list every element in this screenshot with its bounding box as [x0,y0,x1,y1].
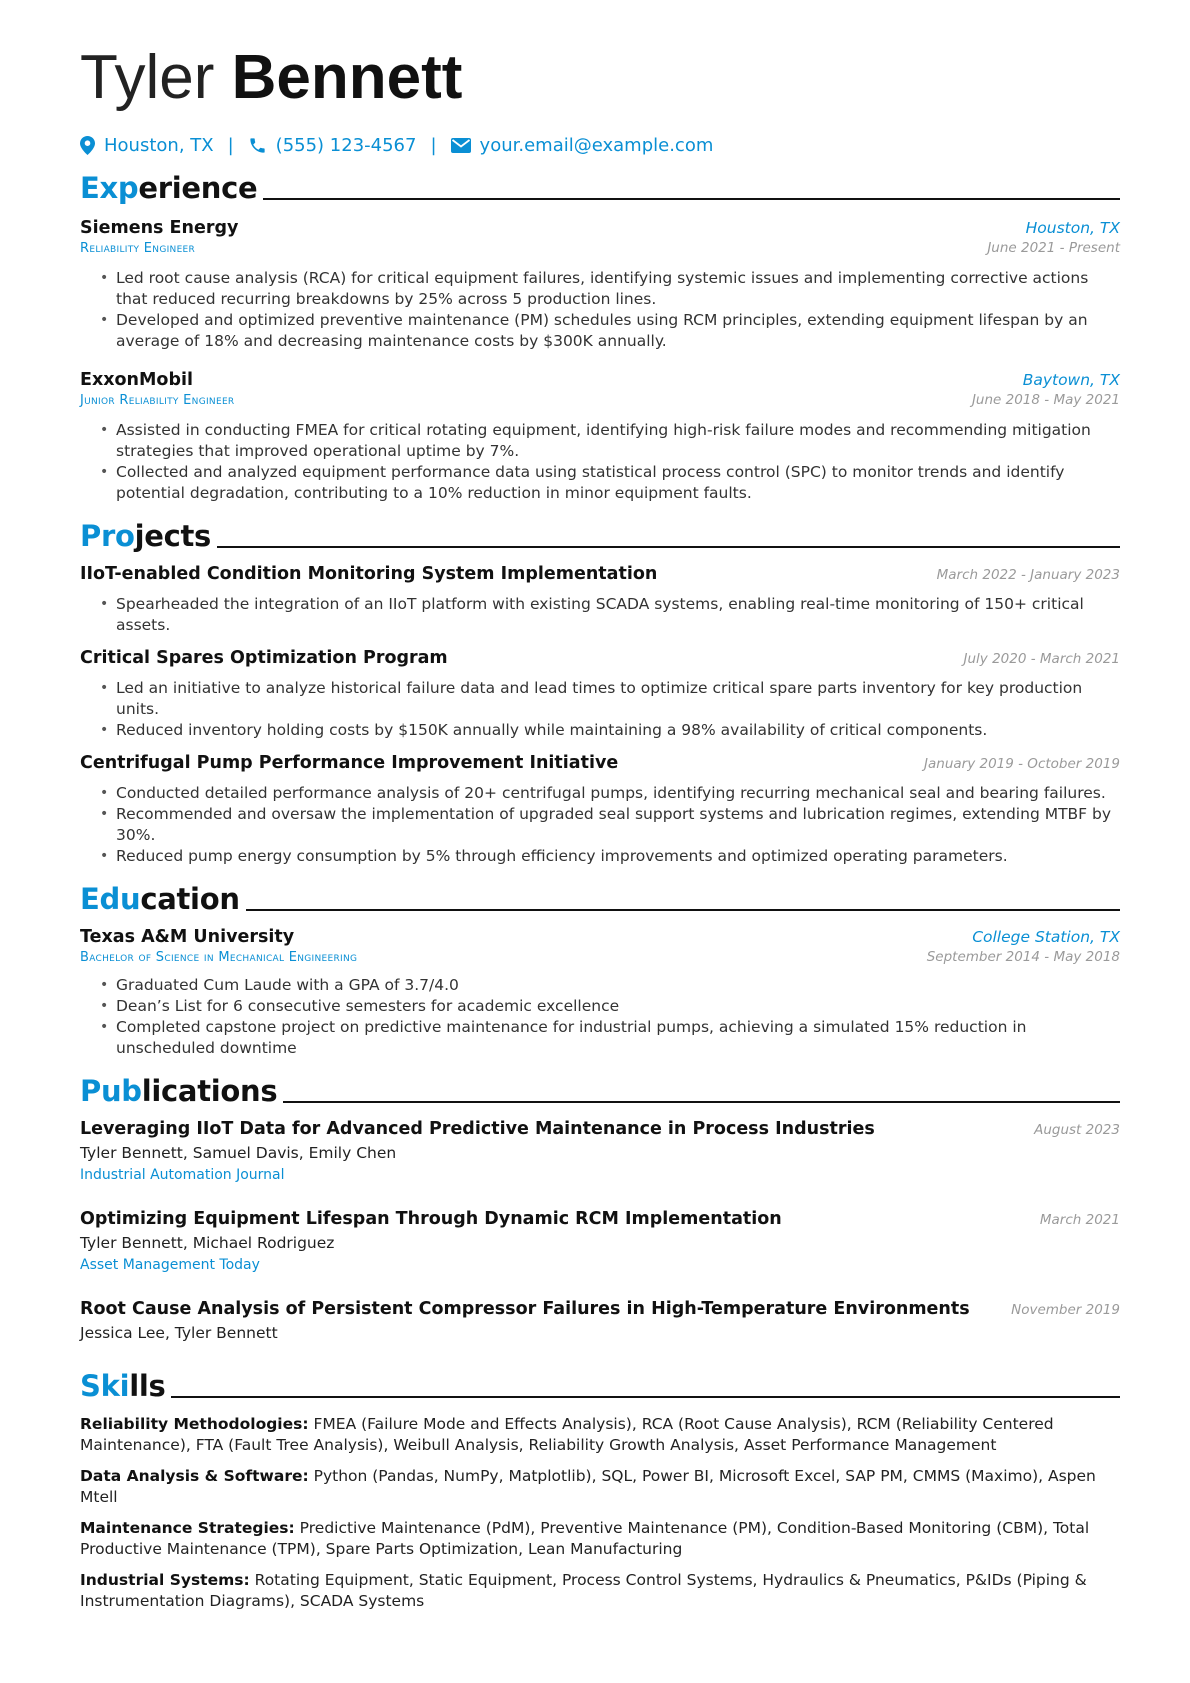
bullet-item: • Conducted detailed performance analysis of 20+ centrifugal pumps, identifying recurring mechanical seal and bearing failures. [100,783,1120,804]
experience-entry [80,370,1120,504]
section-rule [283,1101,1120,1103]
bullet-list [80,420,1120,504]
last-name: Bennett [231,43,463,112]
bullet-item: • Completed capstone project on predictive maintenance for industrial pumps, achieving a simulated 15% reduction in unscheduled downtime [100,1017,1120,1059]
publication-journal: Industrial Automation Journal [80,1167,285,1183]
experience-heading [80,170,1120,204]
skill-row [80,1466,1120,1508]
section-title: Experience [80,171,258,205]
skill-label: Industrial Systems: [80,1571,250,1589]
bullet-item: • Dean’s List for 6 consecutive semesters for academic excellence [100,996,1120,1017]
publication-authors: Tyler Bennett, Michael Rodriguez [80,1234,335,1252]
education-entry [80,927,1120,1059]
email-link: your.email@example.com [479,134,714,156]
map-marker-icon [80,136,95,155]
bullet-item: • Led root cause analysis (RCA) for critical equipment failures, identifying systemic issues and implementing corrective actions that reduced recurring breakdowns by 25% across 5 production lines. [100,268,1120,310]
skill-value: Python (Pandas, NumPy, Matplotlib), SQL, Power BI, Microsoft Excel, SAP PM, CMMS (Maximo), Aspen Mtell [80,1467,1096,1506]
bullet-list [80,268,1120,352]
skill-row [80,1518,1120,1560]
section-rule [263,198,1120,200]
section-rule [246,909,1120,911]
skill-label: Maintenance Strategies: [80,1519,295,1537]
skill-row [80,1570,1120,1612]
bullet-list [80,594,1120,636]
degree-title: Bachelor of Science in Mechanical Engineering [80,950,358,965]
skill-label: Reliability Methodologies: [80,1415,309,1433]
section-title: Skills [80,1369,166,1403]
bullet-item: • Assisted in conducting FMEA for critical rotating equipment, identifying high-risk failure modes and recommending mitigation strategies that improved operational uptime by 7%. [100,420,1120,462]
skill-value: Predictive Maintenance (PdM), Preventive Maintenance (PM), Condition-Based Monitoring (CBM), Total Productive Maintenance (TPM), Spare Parts Optimization, Lean Manufacturing [80,1519,1090,1558]
education-heading [80,881,1120,915]
bullet-item: • Reduced pump energy consumption by 5% through efficiency improvements and optimized operating parameters. [100,846,1120,867]
publication-authors: Jessica Lee, Tyler Bennett [80,1324,278,1342]
section-rule [171,1396,1120,1398]
entry-location: Houston, TX [1025,219,1120,237]
publication-title: Root Cause Analysis of Persistent Compressor Failures in High-Temperature Environments [80,1299,970,1319]
skill-row [80,1414,1120,1456]
skill-label: Data Analysis & Software: [80,1467,309,1485]
first-name: Tyler [80,43,215,112]
publications-heading [80,1073,1120,1107]
publication-entry [80,1119,1120,1183]
contact-email[interactable] [451,135,714,156]
bullet-item: • Collected and analyzed equipment performance data using statistical process control (SPC) to monitor trends and identify potential degradation, contributing to a 10% reduction in minor equipment faults. [100,462,1120,504]
publication-title: Leveraging IIoT Data for Advanced Predictive Maintenance in Process Industries [80,1119,875,1139]
entry-location: Baytown, TX [1022,371,1120,389]
section-title: Education [80,882,240,916]
bullet-item: • Reduced inventory holding costs by $150K annually while maintaining a 98% availability of critical components. [100,720,1120,741]
entry-dates: September 2014 - May 2018 [926,949,1120,965]
bullet-item: • Graduated Cum Laude with a GPA of 3.7/4.0 [100,975,1120,996]
phone-text: (555) 123-4567 [275,134,417,156]
publication-entry [80,1209,1120,1273]
separator: | [430,134,437,156]
publication-journal: Asset Management Today [80,1257,260,1273]
company-name: Siemens Energy [80,218,239,238]
experience-entry [80,218,1120,352]
separator: | [227,134,234,156]
project-title: IIoT-enabled Condition Monitoring System Implementation [80,564,658,584]
section-rule [217,546,1120,548]
school-name: Texas A&M University [80,927,295,947]
job-title: Junior Reliability Engineer [80,393,235,408]
entry-dates: June 2018 - May 2021 [971,392,1120,408]
location-text: Houston, TX [104,134,214,156]
entry-dates: January 2019 - October 2019 [924,756,1120,772]
skill-value: FMEA (Failure Mode and Effects Analysis), RCA (Root Cause Analysis), RCM (Reliability Centered Maintenance), FTA (Fault Tree Analysis), Weibull Analysis, Reliability Growth Analysis, Asset Performance Management [80,1415,1054,1454]
phone-icon [248,136,267,155]
publication-date: August 2023 [1034,1122,1120,1138]
contact-phone[interactable] [248,135,417,156]
bullet-list [80,783,1120,867]
project-entry [80,753,1120,867]
publication-date: November 2019 [1011,1302,1120,1318]
publication-authors: Tyler Bennett, Samuel Davis, Emily Chen [80,1144,397,1162]
project-entry [80,648,1120,741]
publication-title: Optimizing Equipment Lifespan Through Dynamic RCM Implementation [80,1209,782,1229]
section-title: Projects [80,519,212,553]
project-title: Critical Spares Optimization Program [80,648,448,668]
entry-location: College Station, TX [972,928,1120,946]
project-entry [80,564,1120,636]
bullet-item: • Recommended and oversaw the implementation of upgraded seal support systems and lubrication regimes, extending MTBF by 30%. [100,804,1120,846]
bullet-item: • Spearheaded the integration of an IIoT platform with existing SCADA systems, enabling real-time monitoring of 150+ critical assets. [100,594,1120,636]
job-title: Reliability Engineer [80,241,196,256]
skills-heading [80,1368,1120,1402]
company-name: ExxonMobil [80,370,193,390]
bullet-item: • Led an initiative to analyze historical failure data and lead times to optimize critical spare parts inventory for key production units. [100,678,1120,720]
candidate-name [80,38,1120,118]
entry-dates: June 2021 - Present [987,240,1120,256]
publication-entry [80,1299,1120,1342]
envelope-icon [451,138,471,153]
entry-dates: March 2022 - January 2023 [936,567,1120,583]
projects-heading [80,518,1120,552]
entry-dates: July 2020 - March 2021 [963,651,1120,667]
contact-location [80,135,214,156]
contact-bar [80,132,1120,158]
bullet-item: • Developed and optimized preventive maintenance (PM) schedules using RCM principles, extending equipment lifespan by an average of 18% and decreasing maintenance costs by $300K annually. [100,310,1120,352]
project-title: Centrifugal Pump Performance Improvement Initiative [80,753,619,773]
bullet-list [80,975,1120,1059]
publication-date: March 2021 [1039,1212,1120,1228]
bullet-list [80,678,1120,741]
skill-value: Rotating Equipment, Static Equipment, Process Control Systems, Hydraulics & Pneumatics, P&IDs (Piping & Instrumentation Diagrams), SCADA Systems [80,1571,1087,1610]
section-title: Publications [80,1074,278,1108]
